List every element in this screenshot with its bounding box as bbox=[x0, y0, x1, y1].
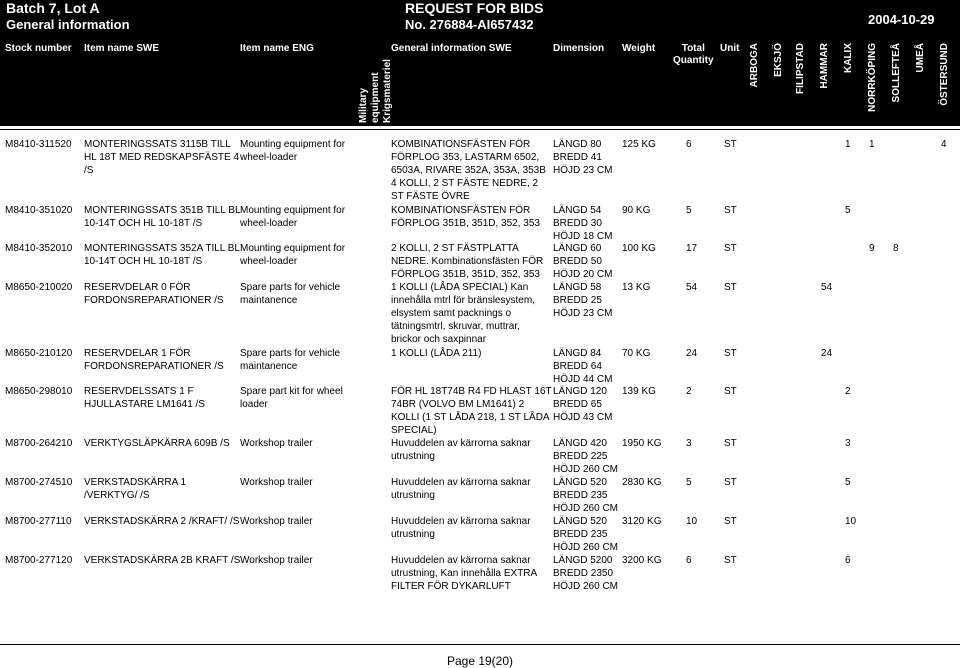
cell-item-name-swe: VERKSTADSKÄRRA 2B KRAFT /S bbox=[84, 555, 241, 566]
col-filipstad: FILIPSTAD bbox=[795, 43, 806, 94]
col-ostersund: ÖSTERSUND bbox=[939, 43, 950, 106]
cell-weight: 139 KG bbox=[622, 386, 656, 397]
cell-general-info: Huvuddelen av kärrorna saknar utrustning bbox=[391, 438, 531, 462]
cell-norrkoping: 1 bbox=[869, 139, 875, 150]
col-item-name-eng: Item name ENG bbox=[240, 43, 314, 54]
cell-general-info: Huvuddelen av kärrorna saknar utrustning bbox=[391, 516, 531, 540]
cell-item-name-swe: MONTERINGSSATS 351B TILL BL 10-14T OCH HL 10-18T /S bbox=[84, 205, 241, 229]
table-row bbox=[0, 554, 960, 592]
batch-subtitle: General information bbox=[6, 17, 130, 32]
col-item-name-swe: Item name SWE bbox=[84, 43, 160, 54]
cell-weight: 2830 KG bbox=[622, 477, 662, 488]
cell-solleftea: 8 bbox=[893, 243, 899, 254]
cell-item-name-swe: VERKSTADSKÄRRA 1 /VERKTYG/ /S bbox=[84, 477, 187, 501]
cell-item-name-swe: MONTERINGSSATS 3115B TILL HL 18T MED REDSKAPSFÄSTE 4 /S bbox=[84, 139, 240, 176]
cell-unit: ST bbox=[724, 386, 737, 397]
cell-unit: ST bbox=[724, 555, 737, 566]
cell-general-info: KOMBINATIONSFÄSTEN FÖR FÖRPLOG 353, LASTARM 6502, 6503A, RIVARE 352A, 353A, 353B 4 KOLLI, 2 ST FÄSTE NEDRE, 2 ST FÄSTE ÖVRE bbox=[391, 139, 546, 202]
cell-item-name-eng: Spare parts for vehicle maintanence bbox=[240, 348, 341, 372]
cell-stock-number: M8700-277120 bbox=[5, 555, 73, 566]
cell-weight: 125 KG bbox=[622, 139, 656, 150]
cell-dimension: LÄNGD 60 BREDD 50 HÖJD 20 CM bbox=[553, 243, 613, 280]
table-row bbox=[0, 138, 960, 202]
cell-kalix: 5 bbox=[845, 477, 851, 488]
cell-quantity: 5 bbox=[686, 477, 692, 488]
cell-weight: 13 KG bbox=[622, 282, 651, 293]
cell-stock-number: M8410-311520 bbox=[5, 139, 72, 150]
col-eksjo: EKSJÖ bbox=[773, 43, 784, 77]
col-arboga: ARBOGA bbox=[749, 43, 760, 88]
cell-general-info: FÖR HL 18T74B R4 FD HLAST 16T 74BR (VOLVO BM LM1641) 2 KOLLI (1 ST LÅDA 218, 1 ST LÅDA SPECIAL) bbox=[391, 386, 552, 436]
cell-quantity: 54 bbox=[686, 282, 698, 293]
col-umea: UMEÅ bbox=[915, 43, 926, 73]
cell-item-name-swe: RESERVDELAR 0 FÖR FORDONSREPARATIONER /S bbox=[84, 282, 224, 306]
cell-ostersund: 4 bbox=[941, 139, 947, 150]
cell-item-name-eng: Mounting equipment for wheel-loader bbox=[240, 205, 346, 229]
cell-stock-number: M8700-277110 bbox=[5, 516, 72, 527]
cell-weight: 3200 KG bbox=[622, 555, 662, 566]
cell-kalix: 1 bbox=[845, 139, 851, 150]
table-header bbox=[0, 38, 960, 126]
cell-general-info: 2 KOLLI, 2 ST FÄSTPLATTA NEDRE. Kombinationsfästen FÖR FÖRPLOG 351B, 351D, 352, 353 bbox=[391, 243, 544, 280]
cell-item-name-swe: VERKTYGSLÄPKÄRRA 609B /S bbox=[84, 438, 230, 449]
document-title: REQUEST FOR BIDS bbox=[405, 0, 544, 16]
cell-item-name-eng: Spare part kit for wheel loader bbox=[240, 386, 343, 410]
cell-dimension: LÄNGD 5200 BREDD 2350 HÖJD 260 CM bbox=[553, 555, 619, 592]
cell-weight: 100 KG bbox=[622, 243, 656, 254]
title-bar bbox=[0, 0, 960, 38]
cell-general-info: Huvuddelen av kärrorna saknar utrustning bbox=[391, 477, 531, 501]
cell-item-name-eng: Spare parts for vehicle maintanence bbox=[240, 282, 341, 306]
cell-dimension: LÄNGD 54 BREDD 30 HÖJD 18 CM bbox=[553, 205, 613, 242]
cell-general-info: 1 KOLLI (LÅDA SPECIAL) Kan innehålla mtrl för bränslesystem, elsystem samt packnings o tätningsmtrl, skruvar, muttrar, brickor och saxpinnar bbox=[391, 282, 535, 345]
document-number: No. 276884-AI657432 bbox=[405, 17, 534, 32]
cell-item-name-swe: MONTERINGSSATS 352A TILL BL 10-14T OCH HL 10-18T /S bbox=[84, 243, 240, 267]
cell-item-name-swe: RESERVDELSSATS 1 F HJULLASTARE LM1641 /S bbox=[84, 386, 205, 410]
cell-stock-number: M8700-264210 bbox=[5, 438, 73, 449]
cell-hammar: 54 bbox=[821, 282, 833, 293]
cell-dimension: LÄNGD 520 BREDD 235 HÖJD 260 CM bbox=[553, 516, 619, 553]
table-row bbox=[0, 385, 960, 436]
cell-unit: ST bbox=[724, 477, 737, 488]
cell-weight: 1950 KG bbox=[622, 438, 662, 449]
col-weight: Weight bbox=[622, 43, 656, 54]
cell-kalix: 10 bbox=[845, 516, 857, 527]
col-military-equipment: Military equipment Krigsmateriel bbox=[358, 59, 393, 123]
cell-weight: 70 KG bbox=[622, 348, 651, 359]
cell-stock-number: M8650-210120 bbox=[5, 348, 73, 359]
cell-stock-number: M8410-352010 bbox=[5, 243, 73, 254]
table-row bbox=[0, 515, 960, 553]
cell-unit: ST bbox=[724, 282, 737, 293]
cell-weight: 90 KG bbox=[622, 205, 651, 216]
cell-item-name-eng: Workshop trailer bbox=[240, 555, 313, 566]
col-dimension: Dimension bbox=[553, 43, 605, 54]
cell-quantity: 2 bbox=[686, 386, 692, 397]
cell-quantity: 10 bbox=[686, 516, 698, 527]
cell-item-name-eng: Mounting equipment for wheel-loader bbox=[240, 139, 346, 163]
cell-dimension: LÄNGD 520 BREDD 235 HÖJD 260 CM bbox=[553, 477, 619, 514]
cell-kalix: 3 bbox=[845, 438, 851, 449]
col-general-info-swe: General information SWE bbox=[391, 43, 512, 54]
table-row bbox=[0, 347, 960, 385]
cell-unit: ST bbox=[724, 348, 737, 359]
cell-weight: 3120 KG bbox=[622, 516, 662, 527]
cell-general-info: Huvuddelen av kärrorna saknar utrustning, Kan innehålla EXTRA FILTER FÖR DYKARLUFT bbox=[391, 555, 538, 592]
col-stock-number: Stock number bbox=[5, 43, 72, 54]
cell-unit: ST bbox=[724, 243, 737, 254]
col-unit: Unit bbox=[720, 43, 740, 54]
cell-norrkoping: 9 bbox=[869, 243, 875, 254]
cell-item-name-swe: RESERVDELAR 1 FÖR FORDONSREPARATIONER /S bbox=[84, 348, 224, 372]
cell-unit: ST bbox=[724, 438, 737, 449]
cell-quantity: 24 bbox=[686, 348, 698, 359]
cell-quantity: 5 bbox=[686, 205, 692, 216]
cell-item-name-eng: Workshop trailer bbox=[240, 477, 313, 488]
table-row bbox=[0, 204, 960, 242]
table-row bbox=[0, 476, 960, 514]
cell-item-name-eng: Workshop trailer bbox=[240, 516, 313, 527]
cell-unit: ST bbox=[724, 516, 737, 527]
cell-unit: ST bbox=[724, 205, 737, 216]
cell-stock-number: M8650-210020 bbox=[5, 282, 73, 293]
cell-item-name-swe: VERKSTADSKÄRRA 2 /KRAFT/ /S bbox=[84, 516, 240, 527]
cell-dimension: LÄNGD 420 BREDD 225 HÖJD 260 CM bbox=[553, 438, 619, 475]
cell-stock-number: M8410-351020 bbox=[5, 205, 73, 216]
cell-kalix: 2 bbox=[845, 386, 851, 397]
col-hammar: HAMMAR bbox=[819, 43, 830, 89]
cell-general-info: 1 KOLLI (LÅDA 211) bbox=[391, 348, 482, 359]
cell-dimension: LÄNGD 58 BREDD 25 HÖJD 23 CM bbox=[553, 282, 613, 319]
bottom-rule bbox=[0, 644, 960, 645]
page-number: Page 19(20) bbox=[446, 654, 514, 668]
table-row bbox=[0, 437, 960, 475]
cell-stock-number: M8650-298010 bbox=[5, 386, 73, 397]
cell-quantity: 6 bbox=[686, 555, 692, 566]
table-row bbox=[0, 242, 960, 280]
cell-hammar: 24 bbox=[821, 348, 833, 359]
batch-title: Batch 7, Lot A bbox=[6, 0, 100, 16]
cell-dimension: LÄNGD 84 BREDD 64 HÖJD 44 CM bbox=[553, 348, 613, 385]
header-separator bbox=[0, 129, 960, 130]
cell-item-name-eng: Workshop trailer bbox=[240, 438, 313, 449]
cell-general-info: KOMBINATIONSFÄSTEN FÖR FÖRPLOG 351B, 351D, 352, 353 bbox=[391, 205, 540, 229]
cell-unit: ST bbox=[724, 139, 737, 150]
col-norrkoping: NORRKÖPING bbox=[867, 43, 878, 112]
cell-kalix: 5 bbox=[845, 205, 851, 216]
table-row bbox=[0, 281, 960, 345]
col-kalix: KALIX bbox=[843, 43, 854, 73]
cell-quantity: 17 bbox=[686, 243, 698, 254]
cell-quantity: 3 bbox=[686, 438, 692, 449]
cell-kalix: 6 bbox=[845, 555, 851, 566]
cell-dimension: LÄNGD 80 BREDD 41 HÖJD 23 CM bbox=[553, 139, 613, 176]
cell-dimension: LÄNGD 120 BREDD 65 HÖJD 43 CM bbox=[553, 386, 613, 423]
col-solleftea: SOLLEFTEÅ bbox=[891, 43, 902, 103]
cell-quantity: 6 bbox=[686, 139, 692, 150]
col-total-quantity: Total Quantity bbox=[673, 43, 714, 66]
cell-stock-number: M8700-274510 bbox=[5, 477, 73, 488]
document-date: 2004-10-29 bbox=[868, 12, 935, 27]
cell-item-name-eng: Mounting equipment for wheel-loader bbox=[240, 243, 346, 267]
